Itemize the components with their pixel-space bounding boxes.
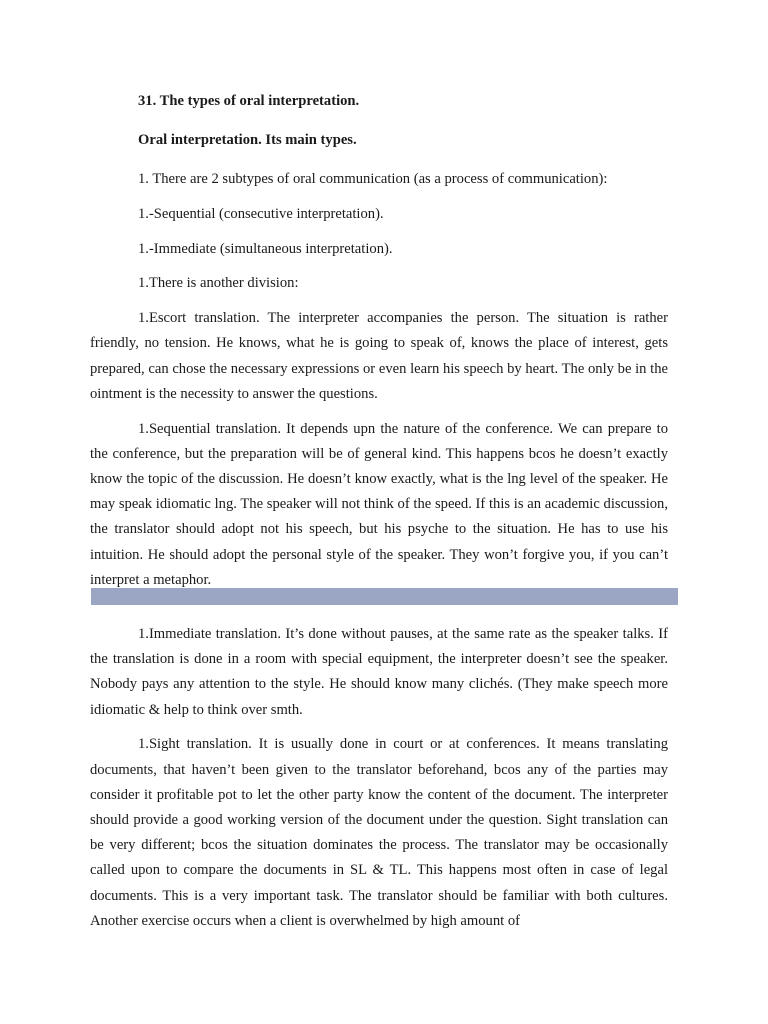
body-text-top — [90, 167, 668, 593]
page-divider — [91, 588, 678, 605]
body-text-bottom — [90, 622, 668, 934]
paragraph: 1.There is another division: — [138, 275, 299, 292]
section-title: 31. The types of oral interpretation. — [138, 93, 360, 109]
paragraph: 1.Immediate translation. It’s done without pauses, at the same rate as the speaker talks. If the translation is done in a room with special equipment, the interpreter doesn’t see the speaker. Nobody pays any attention to the style. He should know many clichés. (They make speech more idiomatic & help to think over smth. — [90, 626, 668, 718]
paragraph: 1. There are 2 subtypes of oral communication (as a process of communication): — [138, 171, 608, 187]
paragraph: 1.Escort translation. The interpreter accompanies the person. The situation is rather friendly, no tension. He knows, what he is going to speak of, knows the place of interest, gets prepared, can chose the necessary expressions or even learn his speech by heart. The only be in the ointment is the necessity to answer the questions. — [90, 310, 668, 402]
paragraph: 1.-Sequential (consecutive interpretation). — [138, 205, 384, 222]
paragraph: 1.Sight translation. It is usually done in court or at conferences. It means translating documents, that haven’t been given to the translator beforehand, bcos any of the parties may consider it profitable pot to let the other party know the content of the document. The interpreter should provide a good working version of the document under the question. Sight translation can be very different; bcos the situation dominates the process. The translator may be occasionally called upon to compare the documents in SL & TL. This happens most often in case of legal documents. This is a very important task. The translator should be familiar with both cultures. Another exercise occurs when a client is overwhelmed by high amount of — [90, 736, 668, 929]
paragraph: 1.-Immediate (simultaneous interpretation). — [138, 240, 393, 257]
document-subtitle: Oral interpretation. Its main types. — [138, 132, 357, 148]
paragraph: 1.Sequential translation. It depends upn the nature of the conference. We can prepare to the conference, but the preparation will be of general kind. This happens bcos he doesn’t exactly know the topic of the discussion. He doesn’t know exactly, what is the lng level of the speaker. He may speak idiomatic lng. The speaker will not think of the speed. If this is an academic discussion, the translator should adopt not his speech, but his psyche to the situation. He has to use his intuition. He should adopt the personal style of the speaker. They won’t forgive you, if you can’t interpret a metaphor. — [90, 420, 668, 588]
